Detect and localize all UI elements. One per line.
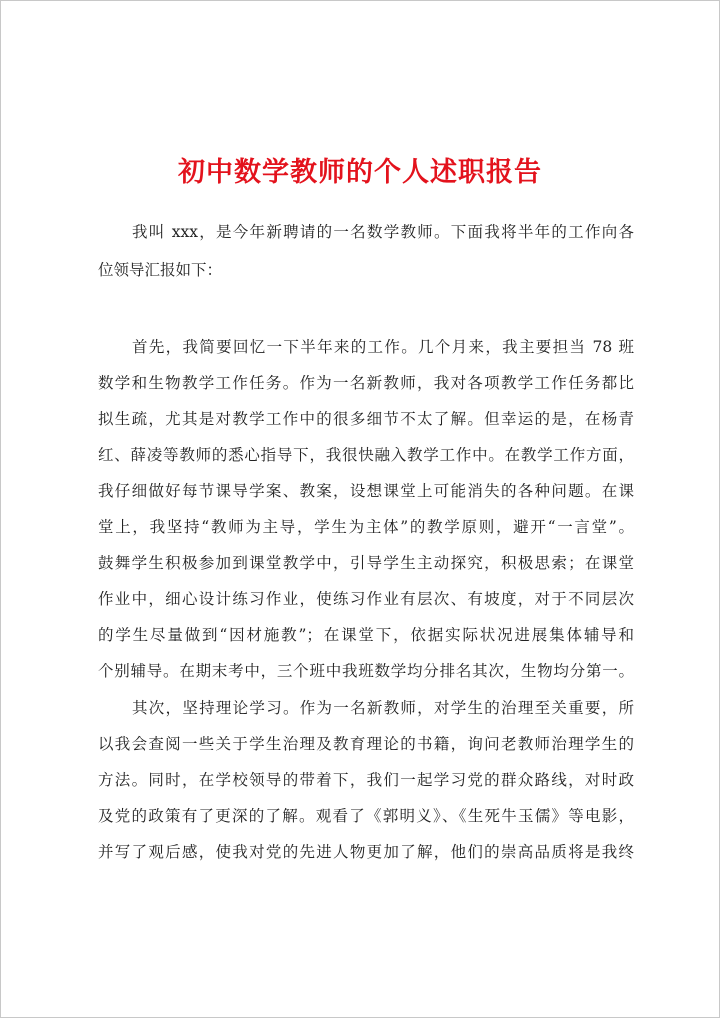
paragraph-line: 堂上，我坚持“教师为主导，学生为主体”的教学原则，避开“一言堂”。 (98, 518, 634, 536)
paragraph-line: 首先，我简要回忆一下半年来的工作。几个月来，我主要担当 78 班 (132, 338, 634, 356)
paragraph-line: 红、薛凌等教师的悉心指导下，我很快融入教学工作中。在教学工作方面， (98, 446, 634, 464)
paragraph-line: 的学生尽量做到“因材施教”；在课堂下，依据实际状况进展集体辅导和 (98, 626, 634, 644)
paragraph-line: 及党的政策有了更深的了解。观看了《郭明义》、《生死牛玉儒》等电影， (98, 807, 634, 825)
paragraph-line: 其次，坚持理论学习。作为一名新教师，对学生的治理至关重要，所 (132, 699, 634, 717)
paragraph-line: 数学和生物教学工作任务。作为一名新教师，我对各项教学工作任务都比 (98, 374, 634, 392)
paragraph-line: 以我会查阅一些关于学生治理及教育理论的书籍，询问老教师治理学生的 (98, 735, 634, 753)
paragraph-line: 作业中，细心设计练习作业，使练习作业有层次、有坡度，对于不同层次 (98, 590, 634, 608)
paragraph-line: 拟生疏，尤其是对教学工作中的很多细节不太了解。但幸运的是，在杨青 (98, 410, 634, 428)
document-title: 初中数学教师的个人述职报告 (178, 157, 542, 188)
paragraph-line: 个别辅导。在期末考中，三个班中我班数学均分排名其次，生物均分第一。 (98, 662, 634, 680)
paragraph-line: 并写了观后感，使我对党的先进人物更加了解，他们的崇高品质将是我终 (98, 843, 634, 861)
paragraph-line: 我叫 xxx，是今年新聘请的一名数学教师。下面我将半年的工作向各 (132, 223, 634, 241)
paragraph-line: 位领导汇报如下： (98, 261, 223, 279)
paragraph-line: 我仔细做好每节课导学案、教案，设想课堂上可能消失的各种问题。在课 (98, 482, 634, 500)
paragraph-line: 鼓舞学生积极参加到课堂教学中，引导学生主动探究，积极思索；在课堂 (98, 554, 634, 572)
paragraph-line: 方法。同时，在学校领导的带着下，我们一起学习党的群众路线，对时政 (98, 771, 634, 789)
